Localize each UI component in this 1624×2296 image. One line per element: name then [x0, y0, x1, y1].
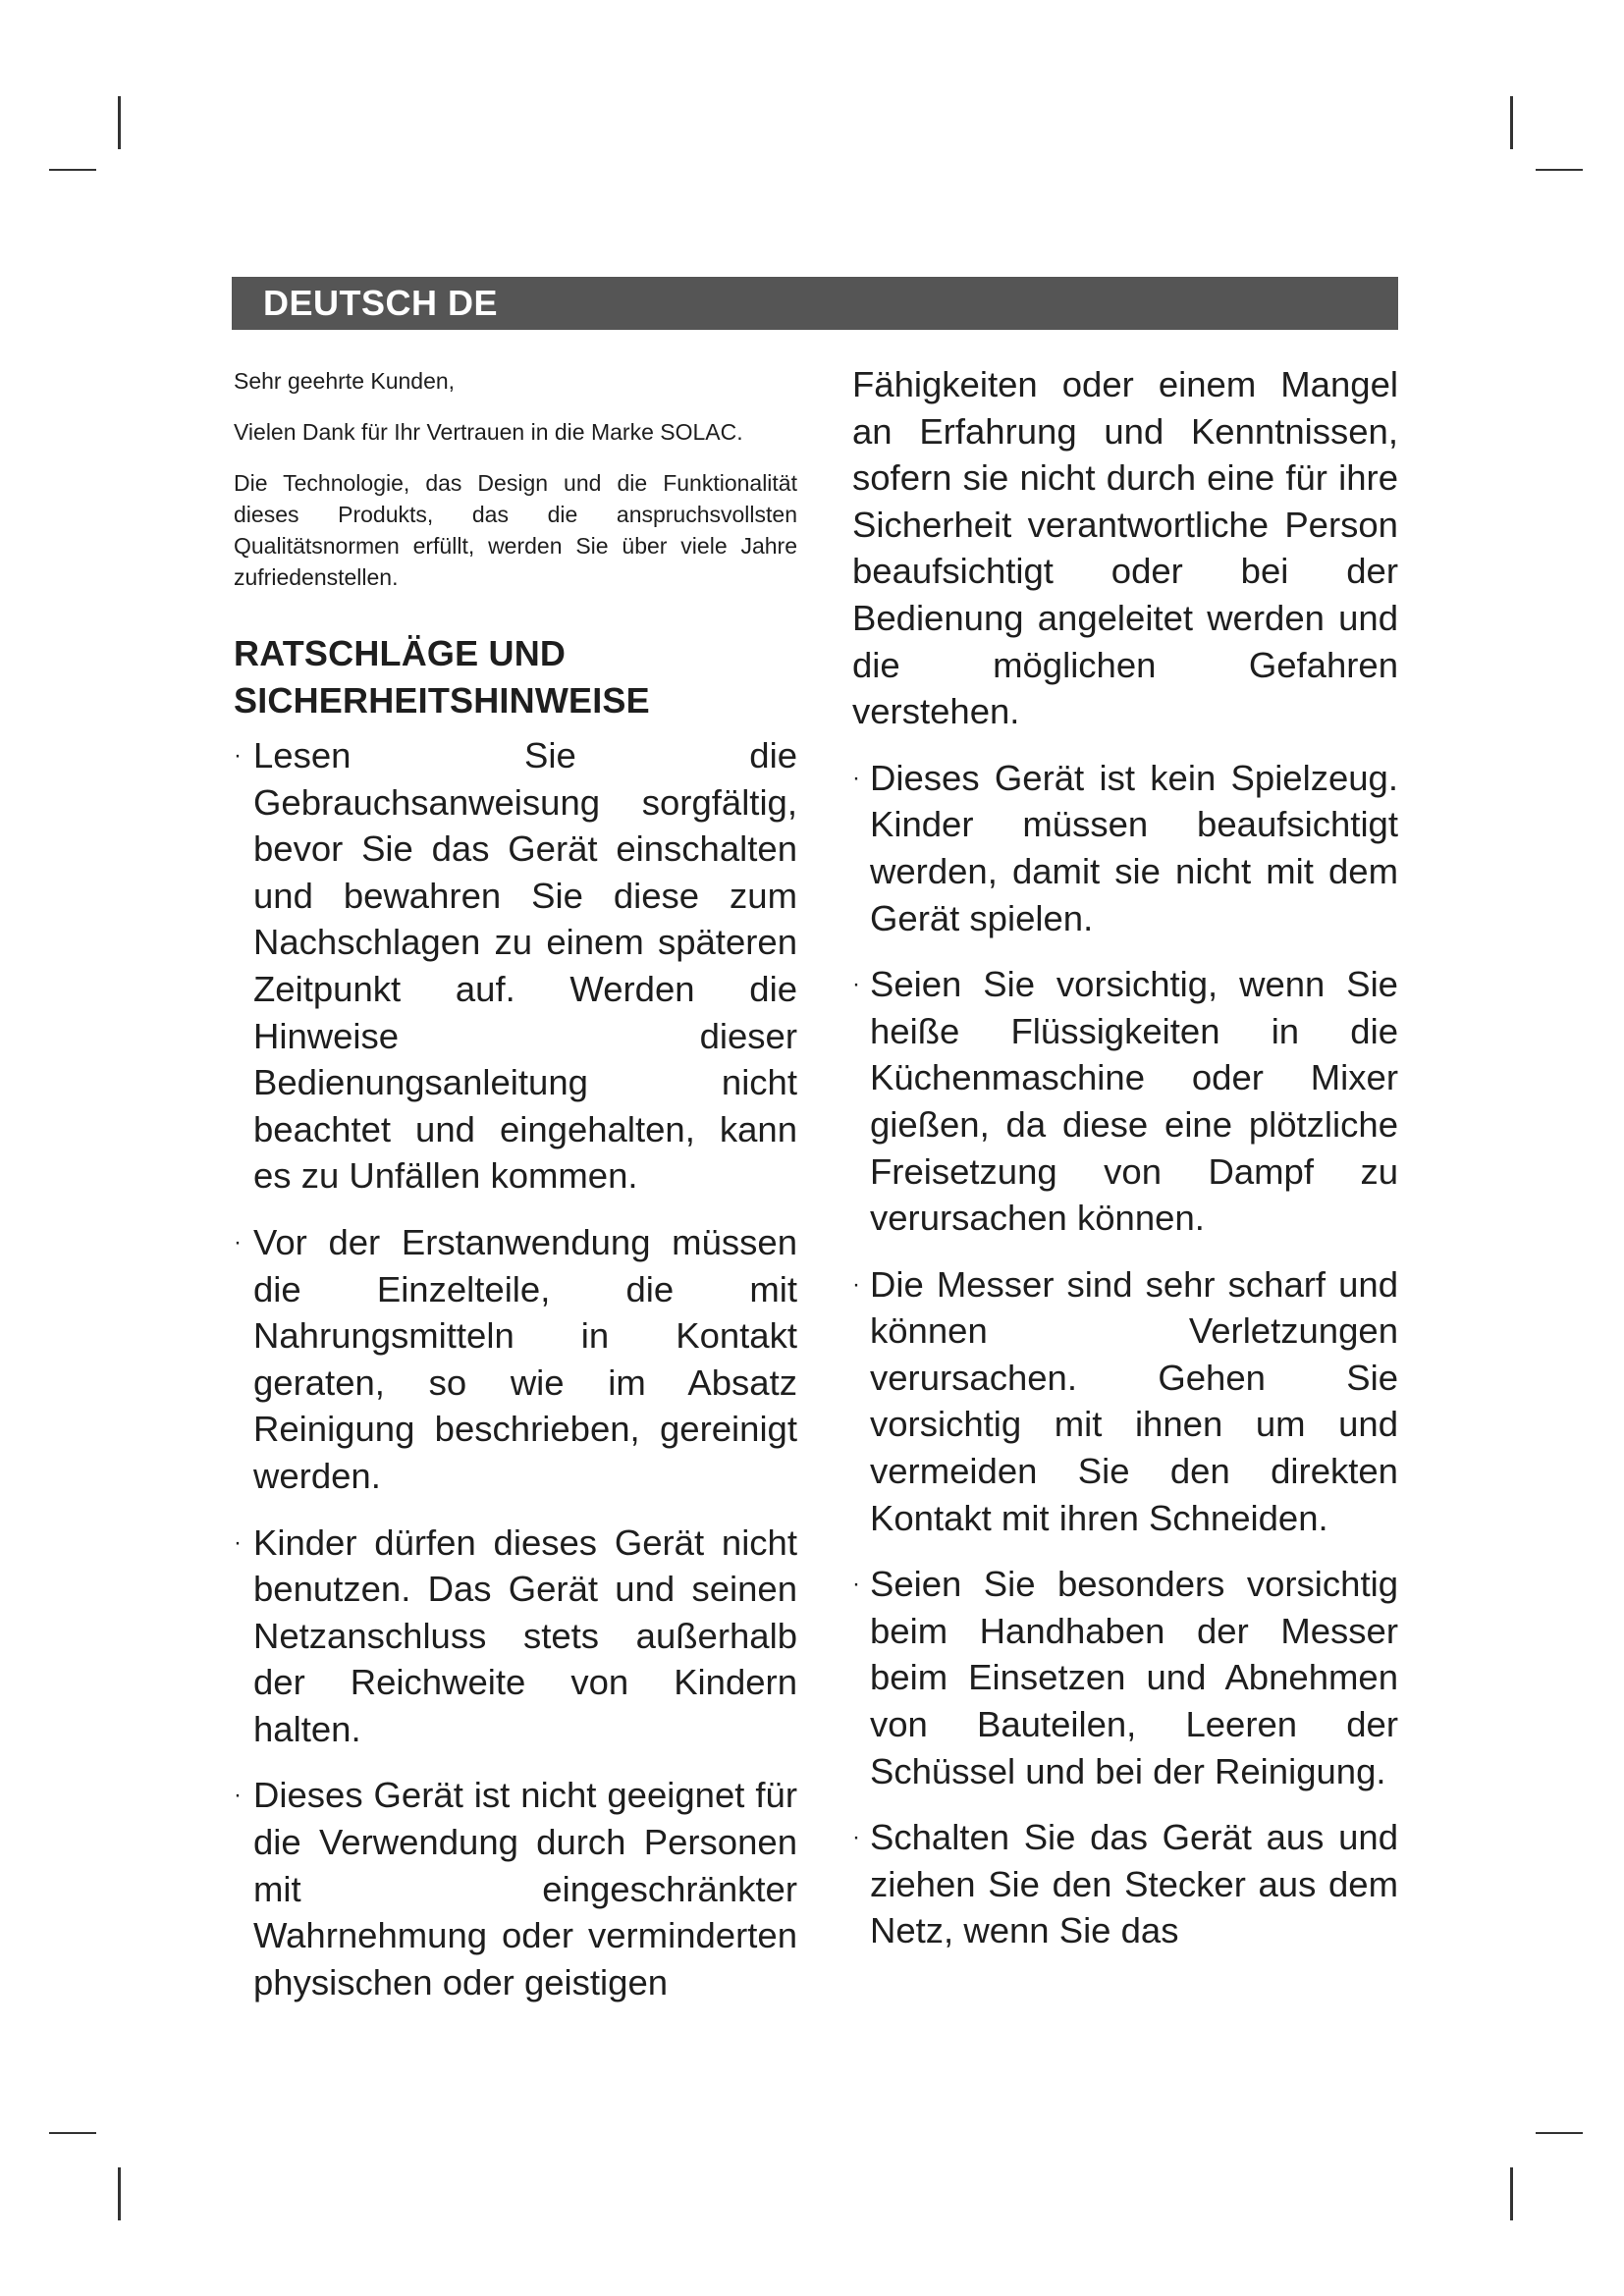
right-column	[852, 361, 1398, 1974]
safety-bullet-text: Vor der Erstanwendung müssen die Einzelteile, die mit Nahrungsmitteln in Kontakt geraten, so wie im Absatz Reinigung beschrieben, gereinigt werden.	[253, 1221, 797, 1496]
bullet-mark: ·	[234, 1782, 242, 1809]
safety-bullet	[234, 1772, 797, 2005]
crop-mark-top-left-horizontal	[49, 169, 96, 171]
intro-thanks: Vielen Dank für Ihr Vertrauen in die Marke SOLAC.	[234, 419, 743, 445]
safety-bullet-text: Seien Sie vorsichtig, wenn Sie heiße Flüssigkeiten in die Küchenmaschine oder Mixer gießen, da diese eine plötzliche Freisetzung von Dampf zu verursachen können.	[870, 964, 1398, 1239]
crop-mark-bottom-right-vertical	[1510, 2167, 1513, 2220]
bullet-mark: ·	[234, 1228, 242, 1255]
bullet-mark: ·	[852, 1824, 860, 1851]
safety-bullet	[852, 1814, 1398, 1954]
safety-bullet-text: Schalten Sie das Gerät aus und ziehen Sie den Stecker aus dem Netz, wenn Sie das	[870, 1817, 1398, 1951]
safety-bullet	[234, 732, 797, 1200]
safety-section-title: RATSCHLÄGE UND SICHERHEITSHINWEISE	[234, 633, 650, 721]
bullet-mark: ·	[852, 971, 860, 998]
left-column	[234, 365, 797, 2025]
bullet-mark: ·	[234, 742, 242, 769]
intro-technology: Die Technologie, das Design und die Funktionalität dieses Produkts, das die anspruchsvollsten Qualitätsnormen erfüllt, werden Sie über viele Jahre zufriedenstellen.	[234, 470, 797, 590]
safety-bullet	[852, 755, 1398, 941]
crop-mark-bottom-left-vertical	[118, 2167, 121, 2220]
safety-bullet	[234, 1520, 797, 1753]
crop-mark-top-left-vertical	[118, 96, 121, 149]
safety-bullet-text: Die Messer sind sehr scharf und können Verletzungen verursachen. Gehen Sie vorsichtig mit ihnen um und vermeiden Sie den direkten Kontakt mit ihren Schneiden.	[870, 1263, 1398, 1538]
bullet-mark: ·	[852, 1571, 860, 1598]
safety-bullet	[852, 1261, 1398, 1542]
safety-bullet-text: Dieses Gerät ist kein Spielzeug. Kinder müssen beaufsichtigt werden, damit sie nicht mit dem Gerät spielen.	[870, 757, 1398, 938]
safety-bullet-text: Dieses Gerät ist nicht geeignet für die Verwendung durch Personen mit eingeschränkter Wahrnehmung oder verminderten physischen oder geistigen	[253, 1775, 797, 2002]
safety-bullet	[234, 1219, 797, 1500]
crop-mark-top-right-vertical	[1510, 96, 1513, 149]
safety-bullet-text: Lesen Sie die Gebrauchsanweisung sorgfältig, bevor Sie das Gerät einschalten und bewahren Sie diese zum Nachschlagen zu einem späteren Zeitpunkt auf. Werden die Hinweise dieser Bedienungsanleitung nicht beachtet und eingehalten, kann es zu Unfällen kommen.	[253, 735, 797, 1197]
safety-bullet	[852, 1561, 1398, 1794]
intro-greeting: Sehr geehrte Kunden,	[234, 368, 456, 394]
safety-bullet-text: Seien Sie besonders vorsichtig beim Handhaben der Messer beim Einsetzen und Abnehmen von Bauteilen, Leeren der Schüssel und bei der Reinigung.	[870, 1564, 1398, 1791]
crop-mark-top-right-horizontal	[1536, 169, 1583, 171]
safety-bullet-text: Kinder dürfen dieses Gerät nicht benutzen. Das Gerät und seinen Netzanschluss stets außerhalb der Reichweite von Kindern halten.	[253, 1522, 797, 1749]
crop-mark-bottom-right-horizontal	[1536, 2132, 1583, 2134]
language-header-bar	[232, 277, 1398, 330]
crop-mark-bottom-left-horizontal	[49, 2132, 96, 2134]
safety-bullet	[852, 961, 1398, 1242]
bullet-mark: ·	[234, 1528, 242, 1556]
language-header-title: DEUTSCH DE	[263, 283, 499, 323]
bullet-mark: ·	[852, 764, 860, 791]
safety-bullet-continuation: Fähigkeiten oder einem Mangel an Erfahrung und Kenntnissen, sofern sie nicht durch eine für ihre Sicherheit verantwortliche Person beaufsichtigt oder bei der Bedienung angeleitet werden und die möglichen Gefahren verstehen.	[852, 364, 1398, 732]
bullet-mark: ·	[852, 1270, 860, 1298]
